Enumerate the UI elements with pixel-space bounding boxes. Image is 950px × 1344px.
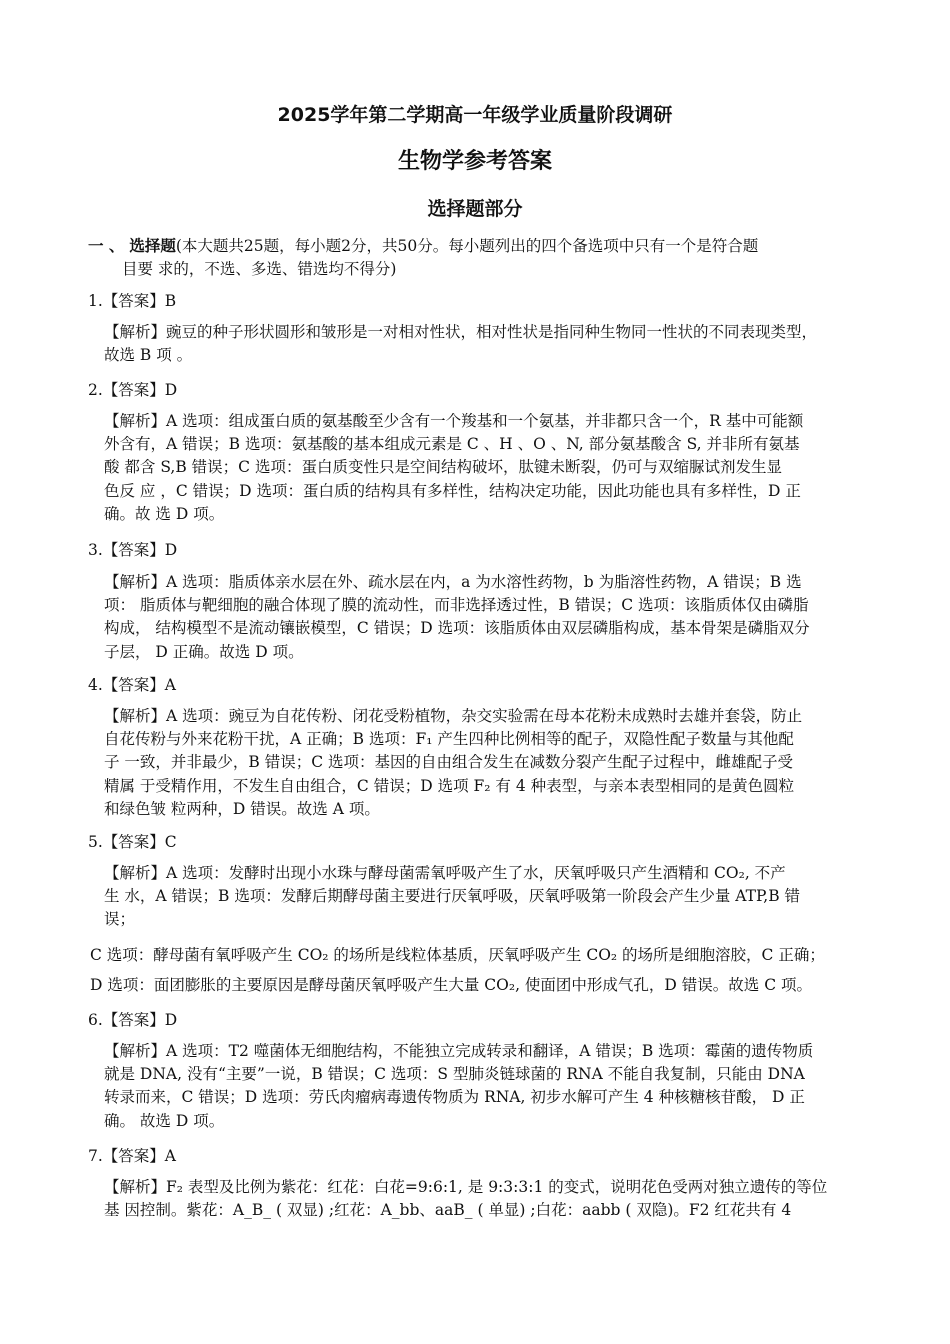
explanation-line: 子 一致，并非最少，B 错误；C 选项：基因的自由组合发生在减数分裂产生配子过程中，雌雄配子受	[104, 753, 794, 772]
section-intro	[88, 234, 858, 281]
explanation-4	[104, 705, 862, 821]
answer-7: 7.【答案】A	[88, 1147, 176, 1165]
answer-2: 2.【答案】D	[88, 381, 178, 399]
exam-title: 2025学年第二学期高一年级学业质量阶段调研	[277, 104, 673, 126]
explanation-6	[104, 1040, 862, 1133]
section-number: 一 、	[88, 236, 125, 255]
explanation-line: 【解析】A 选项：发酵时出现小水珠与酵母菌需氧呼吸产生了水，厌氧呼吸只产生酒精和 CO₂, 不产	[104, 864, 786, 882]
answer-key-title: 生物学参考答案	[397, 149, 552, 174]
explanation-3	[104, 571, 862, 664]
answer-3: 3.【答案】D	[88, 541, 178, 559]
explanation-line: 【解析】A 选项：豌豆为自花传粉、闭花受粉植物，杂交实验需在母本花粉未成熟时去雄并套袋，防止	[104, 707, 803, 725]
explanation-line: 故选 B 项 。	[104, 346, 193, 365]
explanation-1	[104, 321, 862, 367]
explanation-line: 误；	[104, 910, 136, 929]
explanation-line: 确。 故选 D 项。	[104, 1111, 225, 1130]
explanation-line: 基 因控制。紫花：A_B_ ( 双显) ;红花：A_bb、aaB_ ( 单显) ;白花：aabb ( 双隐)。F2 红花共有 4	[104, 1201, 792, 1220]
explanation-5	[104, 862, 862, 932]
explanation-line: 外含有，A 错误；B 选项：氨基酸的基本组成元素是 C 、H 、O 、N, 部分氨基酸含 S, 并非所有氨基	[104, 435, 800, 454]
explanation-line: C 选项：酵母菌有氧呼吸产生 CO₂ 的场所是线粒体基质，厌氧呼吸产生 CO₂ 的场所是细胞溶胶，C 正确；	[90, 946, 825, 964]
explanation-line: 就是 DNA, 没有“主要”一说，B 错误；C 选项：S 型肺炎链球菌的 RNA 不能自我复制，只能由 DNA	[104, 1065, 805, 1084]
explanation-line: 【解析】A 选项：组成蛋白质的氨基酸至少含有一个羧基和一个氨基，并非都只含一个，R 基中可能额	[104, 412, 804, 430]
explanation-line: 和绿色皱 粒两种，D 错误。故选 A 项。	[104, 799, 380, 818]
section-instructions-line2: 目要 求的，不选、多选、错选均不得分)	[122, 260, 397, 278]
explanation-line: 构成， 结构模型不是流动镶嵌模型，C 错误；D 选项：该脂质体由双层磷脂构成，基本骨架是磷脂双分	[104, 619, 810, 638]
explanation-line: 色反 应 ，C 错误；D 选项：蛋白质的结构具有多样性，结构决定功能，因此功能也具有多样性，D 正	[104, 481, 801, 500]
section-instructions-line1: (本大题共25题，每小题2分，共50分。每小题列出的四个备选项中只有一个是符合题	[175, 237, 759, 255]
explanation-line: 精属 于受精作用，不发生自由组合，C 错误；D 选项 F₂ 有 4 种表型，与亲本表型相同的是黄色圆粒	[104, 776, 795, 795]
explanation-line: 确。故 选 D 项。	[104, 504, 225, 523]
explanation-line: 酸 都含 S,B 错误；C 选项：蛋白质变性只是空间结构破坏，肽键未断裂，仍可与双缩脲试剂发生显	[104, 458, 782, 477]
explanation-5-continued	[90, 944, 865, 1004]
explanation-line: 【解析】A 选项：T2 噬菌体无细胞结构，不能独立完成转录和翻译，A 错误；B 选项：霉菌的遗传物质	[104, 1042, 814, 1060]
explanation-line: 【解析】A 选项：脂质体亲水层在外、疏水层在内，a 为水溶性药物，b 为脂溶性药物，A 错误；B 选	[104, 573, 802, 591]
answer-5: 5.【答案】C	[88, 833, 177, 851]
explanation-line: D 选项：面团膨胀的主要原因是酵母菌厌氧呼吸产生大量 CO₂, 使面团中形成气孔，D 错误。故选 C 项。	[90, 976, 812, 995]
explanation-line: 【解析】豌豆的种子形状圆形和皱形是一对相对性状，相对性状是指同种生物同一性状的不同表现类型，	[104, 323, 818, 341]
answer-1: 1.【答案】B	[88, 292, 177, 310]
explanation-line: 自花传粉与外来花粉干扰，A 正确；B 选项：F₁ 产生四种比例相等的配子，双隐性配子数量与其他配	[104, 730, 794, 749]
section-title: 选择题部分	[427, 198, 523, 220]
answer-4: 4.【答案】A	[88, 676, 176, 694]
explanation-2	[104, 410, 862, 526]
explanation-line: 子层， D 正确。故选 D 项。	[104, 642, 304, 661]
explanation-line: 转录而来，C 错误；D 选项：劳氏肉瘤病毒遗传物质为 RNA, 初步水解可产生 4 种核糖核苷酸， D 正	[104, 1088, 805, 1107]
explanation-7	[104, 1176, 862, 1222]
section-label: 选择题	[129, 236, 176, 255]
explanation-line: 生 水，A 错误；B 选项：发酵后期酵母菌主要进行厌氧呼吸，厌氧呼吸第一阶段会产生少量 ATP,B 错	[104, 887, 801, 906]
answer-6: 6.【答案】D	[88, 1011, 178, 1029]
explanation-line: 【解析】F₂ 表型及比例为紫花：红花：白花=9:6:1, 是 9:3:3:1 的变式，说明花色受两对独立遗传的等位	[104, 1178, 828, 1196]
explanation-line: 项： 脂质体与靶细胞的融合体现了膜的流动性，而非选择透过性，B 错误；C 选项：该脂质体仅由磷脂	[104, 596, 809, 615]
